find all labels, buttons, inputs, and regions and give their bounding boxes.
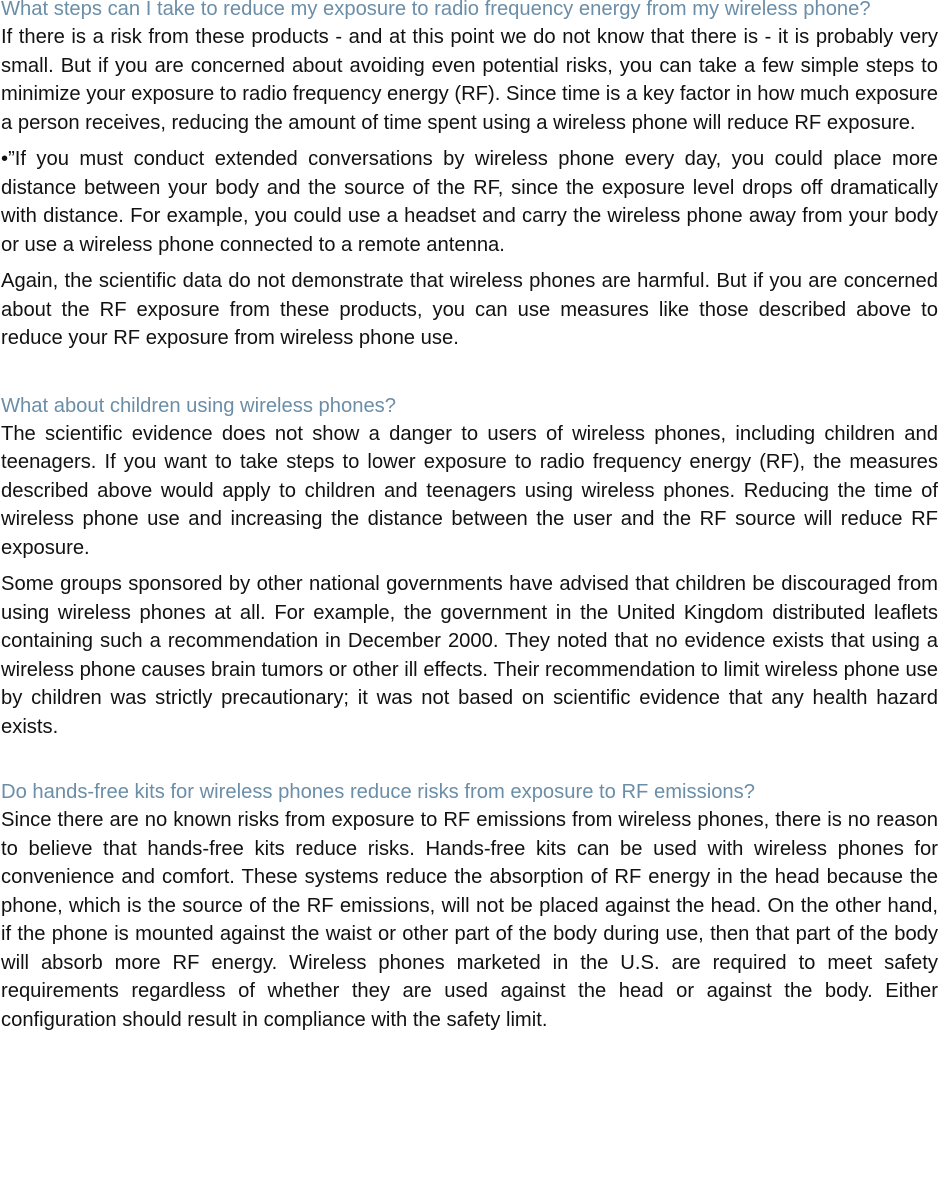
section-children xyxy=(1,393,938,742)
paragraph: •”If you must conduct extended conversations by wireless phone every day, you could place more distance between your body and the source of the RF, since the exposure level drops off dramatically with distance. For example, you could use a headset and carry the wireless phone away from your body or use a wireless phone connected to a remote antenna. xyxy=(1,148,938,256)
paragraph: Since there are no known risks from exposure to RF emissions from wireless phones, there is no reason to believe that hands-free kits reduce risks. Hands-free kits can be used with wireless phones for convenience and comfort. These systems reduce the absorption of RF energy in the head because the phone, which is the source of the RF emissions, will not be placed against the head. On the other hand, if the phone is mounted against the waist or other part of the body during use, then that part of the body will absorb more RF energy. Wireless phones marketed in the U.S. are required to meet safety requirements regardless of whether they are used against the head or against the body. Either configuration should result in compliance with the safety limit. xyxy=(1,809,938,1031)
section-hands-free-kits xyxy=(1,779,938,1034)
paragraph: Some groups sponsored by other national governments have advised that children be discouraged from using wireless phones at all. For example, the government in the United Kingdom distributed leaflets containing such a recommendation in December 2000. They noted that no evidence exists that using a wireless phone causes brain tumors or other ill effects. Their recommendation to limit wireless phone use by children was strictly precautionary; it was not based on scientific evidence that any health hazard exists. xyxy=(1,573,938,738)
paragraph: Again, the scientific data do not demonstrate that wireless phones are harmful. But if you are concerned about the RF exposure from these products, you can use measures like those described above to reduce your RF exposure from wireless phone use. xyxy=(1,270,938,349)
paragraph: The scientific evidence does not show a danger to users of wireless phones, including children and teenagers. If you want to take steps to lower exposure to radio frequency energy (RF), the measures described above would apply to children and teenagers using wireless phones. Reducing the time of wireless phone use and increasing the distance between the user and the RF source will reduce RF exposure. xyxy=(1,422,938,559)
section-heading: What steps can I take to reduce my exposure to radio frequency energy from my wireless phone? xyxy=(1,0,871,20)
section-heading: What about children using wireless phones? xyxy=(1,394,397,417)
section-heading: Do hands-free kits for wireless phones reduce risks from exposure to RF emissions? xyxy=(1,781,755,803)
section-reduce-exposure xyxy=(1,0,938,353)
paragraph: If there is a risk from these products - and at this point we do not know that there is - it is probably very small. But if you are concerned about avoiding even potential risks, you can take a few simple steps to minimize your exposure to radio frequency energy (RF). Since time is a key factor in how much exposure a person receives, reducing the amount of time spent using a wireless phone will reduce RF exposure. xyxy=(1,26,938,134)
